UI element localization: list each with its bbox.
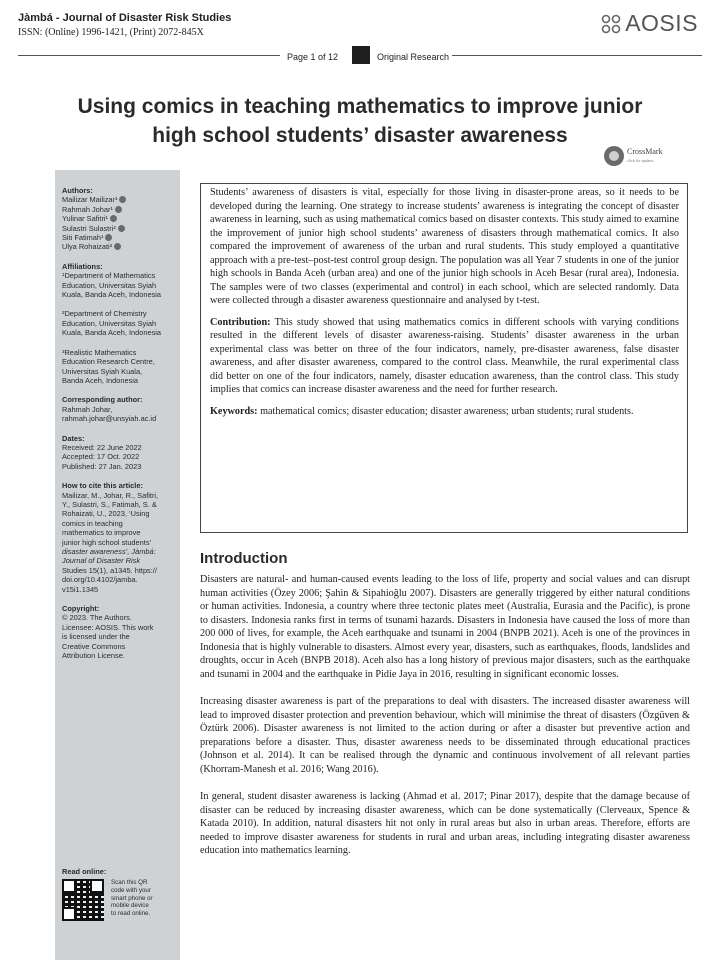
abstract-keywords [210, 405, 679, 419]
body-paragraph: In general, student disaster awareness is lacking (Ahmad et al. 2017; Pinar 2017), despite that the damage because of disaster can be reduced by increasing disaster awareness, which can be done systematically (Clerveaux, Spence & Katada 2010). In addition, natural disasters hit not only in rural areas but also in urban areas. Therefore, efforts are needed to improve disaster awareness for students in rural and urban areas, including integrating disaster awareness education into mathematics learning. [200, 791, 690, 856]
citation-line: Rohaizati, U., 2023, ‘Using [62, 509, 150, 519]
citation-section [62, 481, 174, 594]
article-title-line-2: high school students’ disaster awareness [152, 124, 568, 147]
qr-finder [62, 879, 76, 893]
citation-line: comics in teaching [62, 518, 123, 528]
read-online-heading: Read online: [62, 867, 107, 876]
citation-doi-line[interactable]: v15i1.1345 [62, 584, 99, 594]
orcid-icon[interactable] [118, 225, 125, 232]
abstract-body: Students’ awareness of disasters is vital, especially for those living in disaster-prone areas, so it needs to be developed during the learning. One strategy to increase students’ awareness is integrating the concept of disaster awareness in learning, such as using mathematical comics based on disaster contexts. This study aimed to examine the improvement of junior high school students’ awareness of disasters through mathematical comics. It also compared the improvement of awareness of the urban and rural students. This study employed a quantitative approach with a pre-test–post-test control group design. The population was all Year 7 students in one of the junior high schools in Banda Aceh (urban area) and one of the junior high schools in Aceh Besar (rural area), Indonesia. The samples were of two classes (experimental and control) in each school, which are selected randomly. Data were collected through a disaster awareness questionnaire and analysed by t-test. [210, 187, 679, 306]
citation-line: Mailizar, M., Johar, R., Safitri, [62, 490, 159, 500]
qr-finder [90, 879, 104, 893]
orcid-icon[interactable] [110, 215, 117, 222]
affiliation-item [62, 309, 174, 337]
author-item: Sulastri Sulastri² [62, 224, 174, 233]
abstract-contribution [210, 316, 679, 397]
header-divider-block [352, 46, 370, 64]
orcid-icon[interactable] [119, 196, 126, 203]
copyright-heading: Copyright: [62, 604, 100, 614]
qr-caption-line: Scan this QR [111, 879, 148, 886]
crossmark-label-text: CrossMark [627, 147, 663, 156]
qr-caption-line: code with your [111, 886, 151, 894]
authors-heading: Authors: [62, 186, 93, 195]
publisher-logo-text: AOSIS [625, 10, 698, 36]
corresponding-email-link[interactable]: rahmah.johar@unsyiah.ac.id [62, 414, 157, 424]
author-item: Siti Fatimah¹ [62, 233, 174, 242]
citation-line: Y., Sulastri, S., Fatimah, S. & [62, 499, 157, 509]
copyright-line: © 2023. The Authors. [62, 613, 132, 623]
header-rule-right [452, 55, 702, 56]
journal-issn: ISSN: (Online) 1996-1421, (Print) 2072-845X [18, 27, 204, 38]
article-title [30, 92, 690, 150]
affiliation-line: Banda Aceh, Indonesia [62, 375, 139, 385]
affiliations-heading: Affiliations: [62, 261, 103, 271]
citation-line: mathematics to improve [62, 528, 141, 538]
journal-name: Jàmbá - Journal of Disaster Risk Studies [18, 12, 232, 24]
affiliations-section [62, 262, 174, 385]
affiliation-line: Education, Universitas Syiah [62, 280, 157, 290]
introduction-heading: Introduction [200, 550, 288, 567]
affiliation-line: Education Research Centre, [62, 357, 155, 367]
orcid-icon[interactable] [114, 243, 121, 250]
header-rule-left [18, 55, 280, 56]
keywords-text: mathematical comics; disaster education; disaster awareness; urban students; rural students. [260, 405, 634, 417]
contribution-text: This study showed that using mathematics comics in different schools with varying conditions resulted in the different levels of disaster awareness-raising. Students’ disaster awareness in the urban experimental class was better on three of the four indicators, namely, pre-disaster awareness, false disaster awareness, and after disaster awareness, compared to the control class. Meanwhile, the rural experimental class did better on one of the four indicators, namely, disaster education awareness, than the control class. This study implies that comics can increase disaster awareness and the need for further research. [210, 316, 679, 395]
author-item: Yulinar Safitri¹ [62, 214, 174, 223]
dates-section [62, 434, 174, 472]
author-item: Rahmah Johar¹ [62, 205, 174, 214]
orcid-icon[interactable] [115, 206, 122, 213]
citation-doi-line[interactable]: Studies 15(1), a1345. https:// [62, 565, 157, 575]
publisher-logo [600, 10, 698, 37]
body-paragraph: Increasing disaster awareness is part of the preparations to deal with disasters. The increased disaster awareness will lead to improved disaster protection and prevention behaviour, which will minimise the threat of disasters (Özgüven & Öztürk 2006). Disaster awareness is not limited to the action during or after a disaster but preventive action and preparations before a disaster. Thus, disaster awareness needs to be disseminated through educational practices (Johnson et al. 2014). It can be realised through the dynamic and continuous involvement of all relevant parties (Khorram-Manesh et al. 2016; Wang 2016). [200, 696, 690, 775]
contribution-label: Contribution: [210, 316, 271, 328]
main-text [200, 573, 690, 872]
copyright-section [62, 604, 174, 660]
crossmark-sublabel: click for updates [627, 158, 654, 163]
affiliation-item [62, 271, 174, 299]
affiliation-line: ¹Department of Mathematics [62, 271, 156, 281]
copyright-line: Licensee: AOSIS. This work [62, 622, 154, 632]
citation-line: junior high school students’ [62, 537, 152, 547]
affiliation-line: Kuala, Banda Aceh, Indonesia [62, 290, 162, 300]
page-number: Page 1 of 12 [287, 52, 339, 62]
crossmark-badge[interactable] [604, 146, 663, 166]
keywords-label: Keywords: [210, 405, 258, 417]
corresponding-name: Rahmah Johar, [62, 404, 113, 414]
aosis-logo-icon [600, 13, 622, 35]
authors-section [62, 186, 174, 252]
copyright-line: is licensed under the [62, 632, 130, 642]
citation-heading: How to cite this article: [62, 481, 143, 491]
affiliation-item [62, 348, 174, 386]
article-info-sidebar [55, 170, 180, 960]
affiliation-line: ³Realistic Mathematics [62, 347, 137, 357]
date-accepted: Accepted: 17 Oct. 2022 [62, 452, 140, 462]
affiliation-line: Universitas Syiah Kuala, [62, 366, 143, 376]
body-paragraph: Disasters are natural- and human-caused events leading to the loss of life, property and social values and can disrupt human activities (Özey 2006; Şahin & Sipahioğlu 2007). Disasters are generally triggered by either natural conditions or human activities. Indonesia, a country where three tectonic plates meet (Australia, Eurasia and the Pacific), is prone to disasters. Indonesia ranks first in terms of tsunami hazards. Disasters in Indonesia have caused the loss of more than 200 000 of lives, for example, the Aceh earthquake and tsunami in 2004 (BNPB 2021). Aceh is one of the provinces in Indonesia that is highly vulnerable to disasters. Almost every year, disasters, such as earthquakes, floods, landslides and droughts, occur in Aceh (BNPB 2018). Aceh also has a long history of previous major disasters, such as the earthquake and tsunami in 2004 and the earthquake in Pidie Jaya in 2016, resulting in significant economic losses. [200, 574, 690, 680]
article-type: Original Research [377, 52, 450, 62]
qr-caption [111, 879, 173, 918]
date-received: Received: 22 June 2022 [62, 442, 142, 452]
article-title-line-1: Using comics in teaching mathematics to improve junior [77, 95, 643, 118]
abstract-box [200, 183, 688, 533]
affiliation-line: Education, Universitas Syiah [62, 318, 157, 328]
corresponding-author-section [62, 395, 174, 423]
affiliation-line: Kuala, Banda Aceh, Indonesia [62, 328, 162, 338]
orcid-icon[interactable] [105, 234, 112, 241]
author-item: Ulya Rohaizati³ [62, 242, 174, 251]
crossmark-icon [604, 146, 624, 166]
copyright-line: Attribution License. [62, 651, 125, 661]
dates-heading: Dates: [62, 433, 85, 443]
corresponding-heading: Corresponding author: [62, 395, 143, 405]
qr-caption-line: mobile device [111, 902, 149, 910]
qr-caption-line: smart phone or [111, 894, 153, 902]
citation-line: disaster awareness’, Jàmbá: [62, 547, 156, 556]
qr-code[interactable] [62, 879, 104, 921]
crossmark-label [627, 147, 663, 165]
read-online-section [55, 867, 180, 918]
citation-line: Journal of Disaster Risk [62, 556, 141, 566]
author-item: Mailizar Mailizar¹ [62, 195, 174, 204]
qr-finder [62, 907, 76, 921]
date-published: Published: 27 Jan. 2023 [62, 461, 142, 471]
citation-doi-line[interactable]: doi.org/10.4102/jamba. [62, 575, 138, 585]
qr-caption-line: to read online. [111, 910, 151, 918]
affiliation-line: ²Department of Chemistry [62, 309, 147, 319]
copyright-line: Creative Commons [62, 641, 126, 651]
